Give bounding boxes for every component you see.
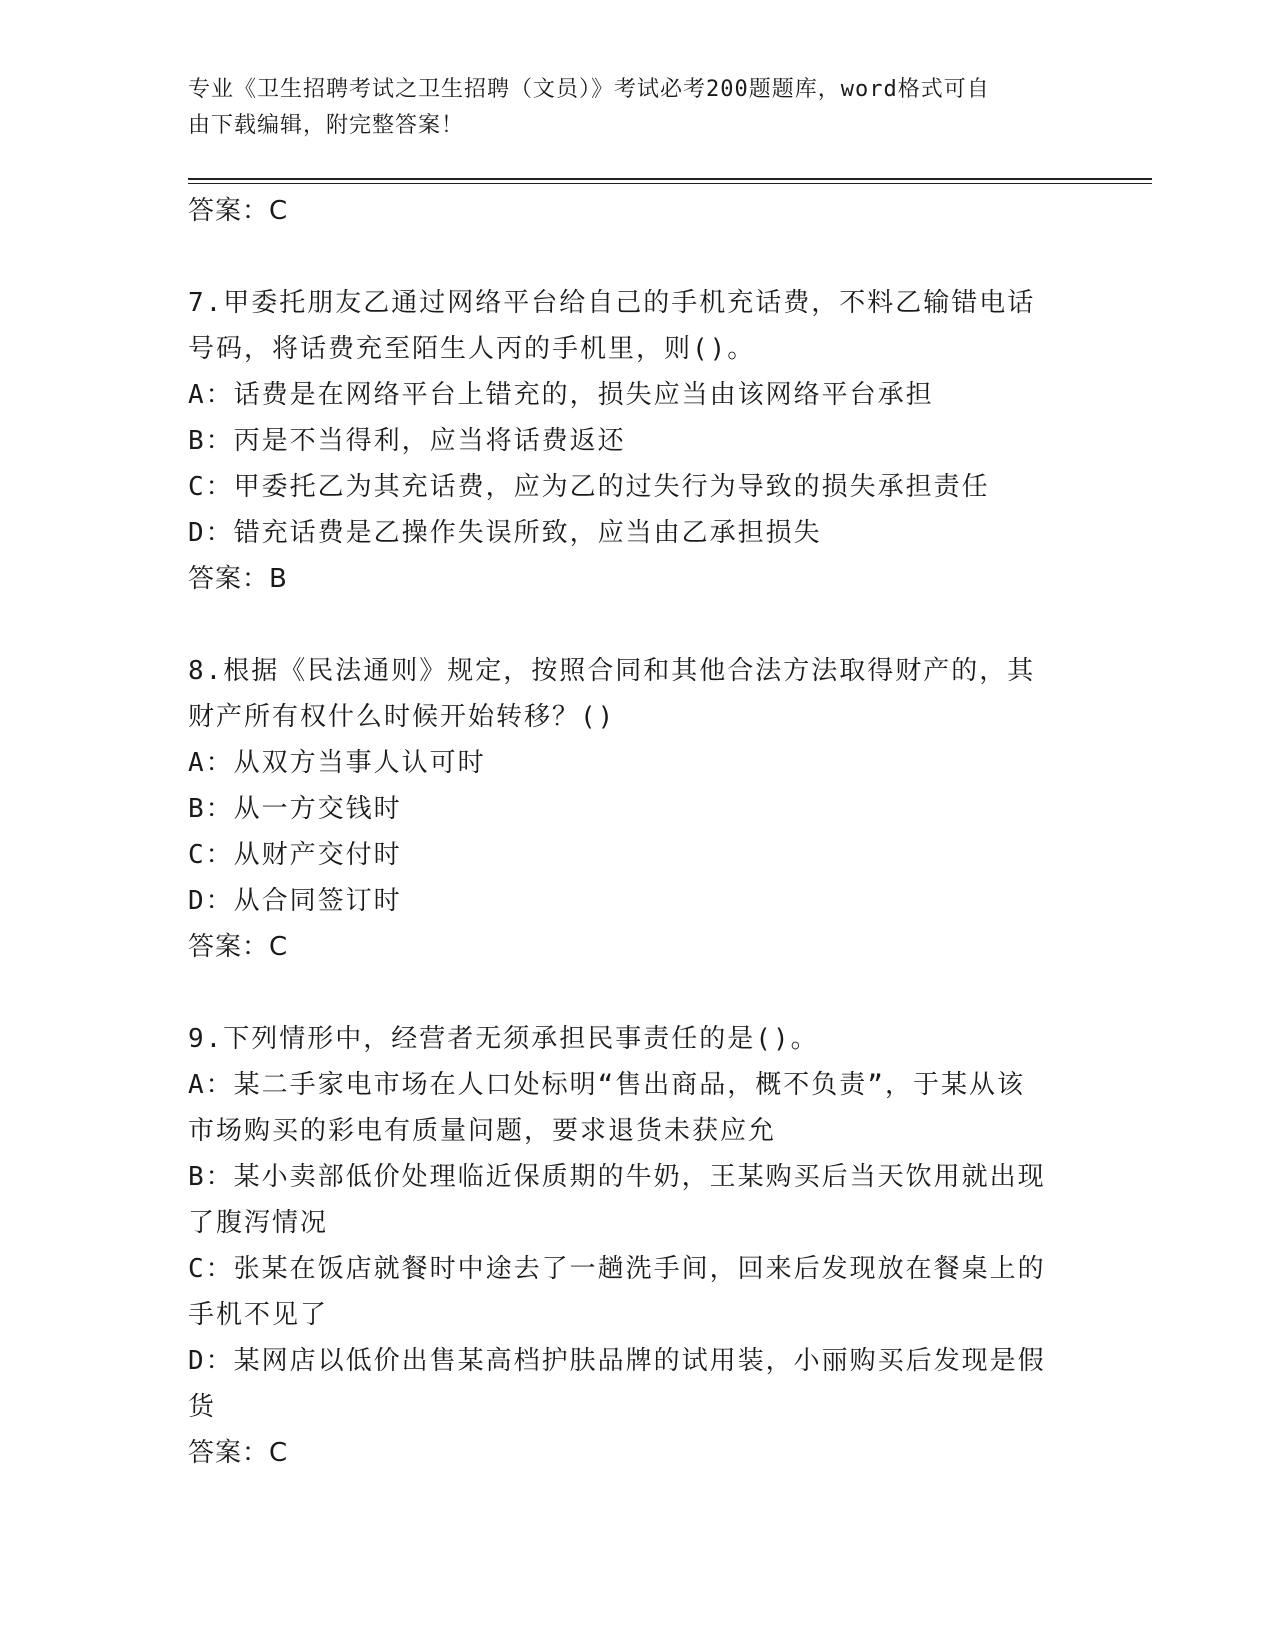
answer: 答案：C bbox=[188, 932, 289, 962]
question-stem: 7.甲委托朋友乙通过网络平台给自己的手机充话费，不料乙输错电话 bbox=[188, 288, 1036, 318]
spacer bbox=[188, 234, 1088, 280]
question-8 bbox=[188, 648, 1088, 970]
option-d: D：某网店以低价出售某高档护肤品牌的试用装，小丽购买后发现是假 bbox=[188, 1346, 1046, 1376]
option-d-continued: 货 bbox=[188, 1392, 217, 1422]
answer: 答案：C bbox=[188, 1438, 289, 1468]
question-stem: 号码，将话费充至陌生人丙的手机里，则()。 bbox=[188, 334, 756, 364]
question-9 bbox=[188, 1016, 1088, 1476]
header-divider-thick bbox=[188, 178, 1152, 180]
header-line-1: 专业《卫生招聘考试之卫生招聘（文员）》考试必考200题题库，word格式可自 bbox=[188, 77, 990, 102]
answer: 答案：B bbox=[188, 564, 288, 594]
answer-q6: 答案：C bbox=[188, 196, 289, 226]
option-c-continued: 手机不见了 bbox=[188, 1300, 329, 1330]
question-stem: 财产所有权什么时候开始转移？() bbox=[188, 702, 616, 732]
option-b: B：从一方交钱时 bbox=[188, 794, 402, 824]
question-stem: 9.下列情形中，经营者无须承担民事责任的是()。 bbox=[188, 1024, 819, 1054]
option-a: A：某二手家电市场在人口处标明“售出商品，概不负责”，于某从该 bbox=[188, 1070, 1025, 1100]
option-d: D：错充话费是乙操作失误所致，应当由乙承担损失 bbox=[188, 518, 822, 548]
question-7 bbox=[188, 280, 1088, 602]
document-header bbox=[188, 72, 1078, 144]
option-c: C：张某在饭店就餐时中途去了一趟洗手间，回来后发现放在餐桌上的 bbox=[188, 1254, 1046, 1284]
spacer bbox=[188, 970, 1088, 1016]
header-line-2: 由下载编辑，附完整答案！ bbox=[188, 113, 465, 138]
spacer bbox=[188, 602, 1088, 648]
option-b-continued: 了腹泻情况 bbox=[188, 1208, 329, 1238]
document-body bbox=[188, 188, 1088, 1476]
option-b: B：某小卖部低价处理临近保质期的牛奶，王某购买后当天饮用就出现 bbox=[188, 1162, 1046, 1192]
question-stem: 8.根据《民法通则》规定，按照合同和其他合法方法取得财产的，其 bbox=[188, 656, 1036, 686]
option-b: B：丙是不当得利，应当将话费返还 bbox=[188, 426, 626, 456]
option-d: D：从合同签订时 bbox=[188, 886, 402, 916]
header-divider-thin bbox=[188, 183, 1152, 184]
option-c: C：从财产交付时 bbox=[188, 840, 402, 870]
option-a-continued: 市场购买的彩电有质量问题，要求退货未获应允 bbox=[188, 1116, 777, 1146]
option-a: A：从双方当事人认可时 bbox=[188, 748, 486, 778]
option-c: C：甲委托乙为其充话费，应为乙的过失行为导致的损失承担责任 bbox=[188, 472, 990, 502]
option-a: A：话费是在网络平台上错充的，损失应当由该网络平台承担 bbox=[188, 380, 934, 410]
